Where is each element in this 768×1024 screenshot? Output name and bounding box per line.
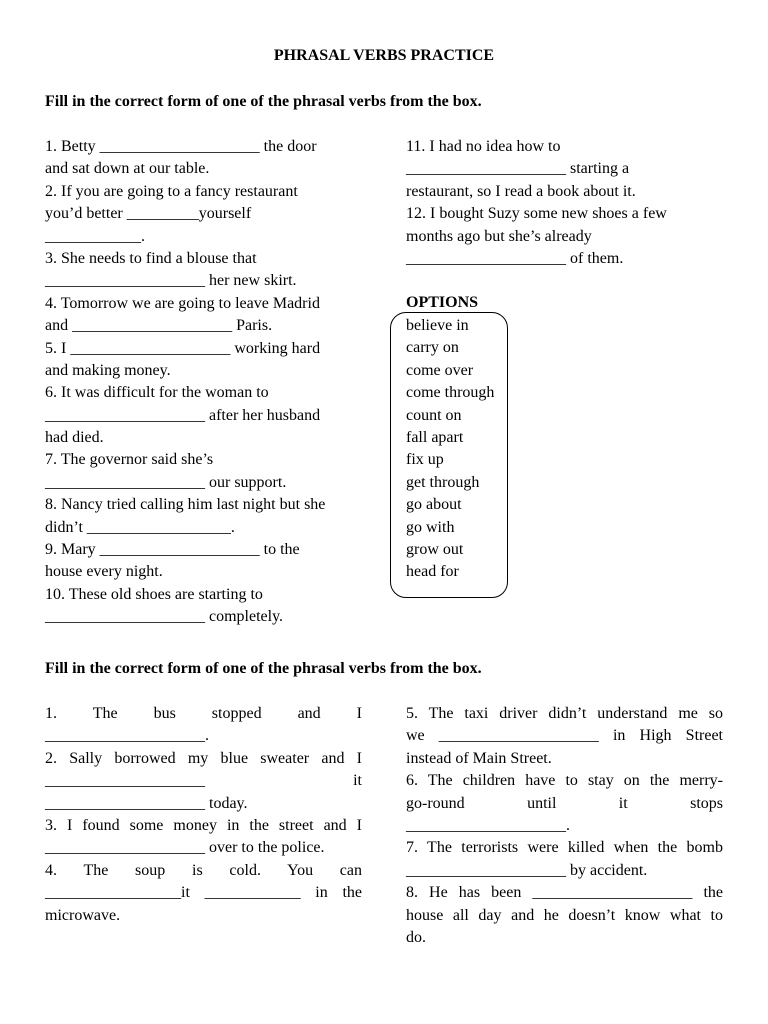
exercise-line: ____________. [45, 227, 145, 245]
exercise-line: house every night. [45, 563, 163, 581]
exercise-line: didn’t __________________. [45, 518, 235, 536]
option-item: grow out [406, 540, 464, 558]
exercise-line: and making money. [45, 361, 171, 379]
exercise-line: ____________________ completely. [45, 608, 284, 626]
exercise-line: 6. It was difficult for the woman to [45, 384, 269, 402]
exercise-line: microwave. [45, 906, 121, 924]
exercise-line: 2. If you are going to a fancy restaurant [45, 182, 298, 200]
exercise-line: 4. The soup is cold. You can [45, 861, 362, 879]
section1-left-column [45, 136, 360, 629]
options-list [406, 315, 494, 584]
exercise-line: go-round until it stops [406, 794, 723, 812]
option-item: believe in [406, 317, 469, 334]
exercise-line: ____________________ by accident. [406, 861, 648, 879]
exercise-line: _________________it ____________ in the [45, 884, 362, 902]
option-item: go with [406, 518, 455, 536]
option-item: get through [406, 473, 480, 491]
exercise-line: ____________________ her new skirt. [45, 272, 297, 290]
exercise-line: ____________________ today. [45, 794, 248, 812]
option-item: go about [406, 496, 462, 514]
exercise-line: ____________________ our support. [45, 473, 287, 491]
exercise-line: we ____________________ in High Street [406, 727, 723, 745]
exercise-line: restaurant, so I read a book about it. [406, 182, 636, 200]
exercise-line: 6. The children have to stay on the merry- [406, 772, 723, 790]
exercise-line: ____________________. [45, 727, 209, 745]
option-item: come through [406, 384, 495, 402]
exercise-line: 8. Nancy tried calling him last night but she [45, 496, 326, 514]
section2-right-column [406, 703, 723, 949]
options-heading: OPTIONS [406, 294, 479, 311]
section2-instruction: Fill in the correct form of one of the phrasal verbs from the box. [45, 660, 482, 677]
page-title: PHRASAL VERBS PRACTICE [273, 47, 495, 64]
exercise-line: 8. He has been ____________________ the [406, 884, 723, 902]
exercise-line: ____________________. [406, 816, 570, 834]
exercise-line: house all day and he doesn’t know what to [406, 906, 723, 924]
exercise-line: 3. I found some money in the street and I [45, 816, 362, 834]
exercise-line: 7. The governor said she’s [45, 451, 214, 469]
exercise-line: ____________________ of them. [406, 249, 624, 267]
exercise-line: 5. I ____________________ working hard [45, 339, 321, 357]
option-item: count on [406, 406, 462, 424]
exercise-line: ____________________ over to the police. [45, 839, 325, 857]
exercise-line: you’d better _________yourself [45, 205, 252, 223]
exercise-line: ____________________ starting a [406, 160, 630, 178]
option-item: carry on [406, 339, 459, 357]
exercise-line: and ____________________ Paris. [45, 317, 273, 335]
exercise-line: ____________________ it [45, 772, 362, 790]
exercise-line: 12. I bought Suzy some new shoes a few [406, 205, 667, 223]
exercise-line: 1. The bus stopped and I [45, 705, 362, 722]
exercise-line: 7. The terrorists were killed when the bomb [406, 839, 723, 857]
exercise-line: 3. She needs to find a blouse that [45, 249, 257, 267]
option-item: fix up [406, 451, 444, 469]
exercise-line: 10. These old shoes are starting to [45, 585, 263, 603]
exercise-line: ____________________ after her husband [45, 406, 321, 424]
exercise-line: 5. The taxi driver didn’t understand me so [406, 705, 723, 722]
exercise-line: 9. Mary ____________________ to the [45, 541, 300, 559]
exercise-line: 4. Tomorrow we are going to leave Madrid [45, 294, 320, 312]
section2-left-column [45, 703, 362, 927]
exercise-line: do. [406, 928, 426, 946]
exercise-line: had died. [45, 429, 104, 447]
option-item: come over [406, 361, 474, 379]
section1-right-column [406, 136, 726, 270]
exercise-line: 2. Sally borrowed my blue sweater and I [45, 749, 362, 767]
option-item: head for [406, 563, 459, 581]
exercise-line: months ago but she’s already [406, 227, 592, 245]
section1-instruction: Fill in the correct form of one of the phrasal verbs from the box. [45, 93, 482, 110]
exercise-line: and sat down at our table. [45, 160, 210, 178]
exercise-line: instead of Main Street. [406, 749, 552, 767]
exercise-line: 1. Betty ____________________ the door [45, 138, 317, 155]
option-item: fall apart [406, 428, 464, 446]
exercise-line: 11. I had no idea how to [406, 138, 561, 155]
